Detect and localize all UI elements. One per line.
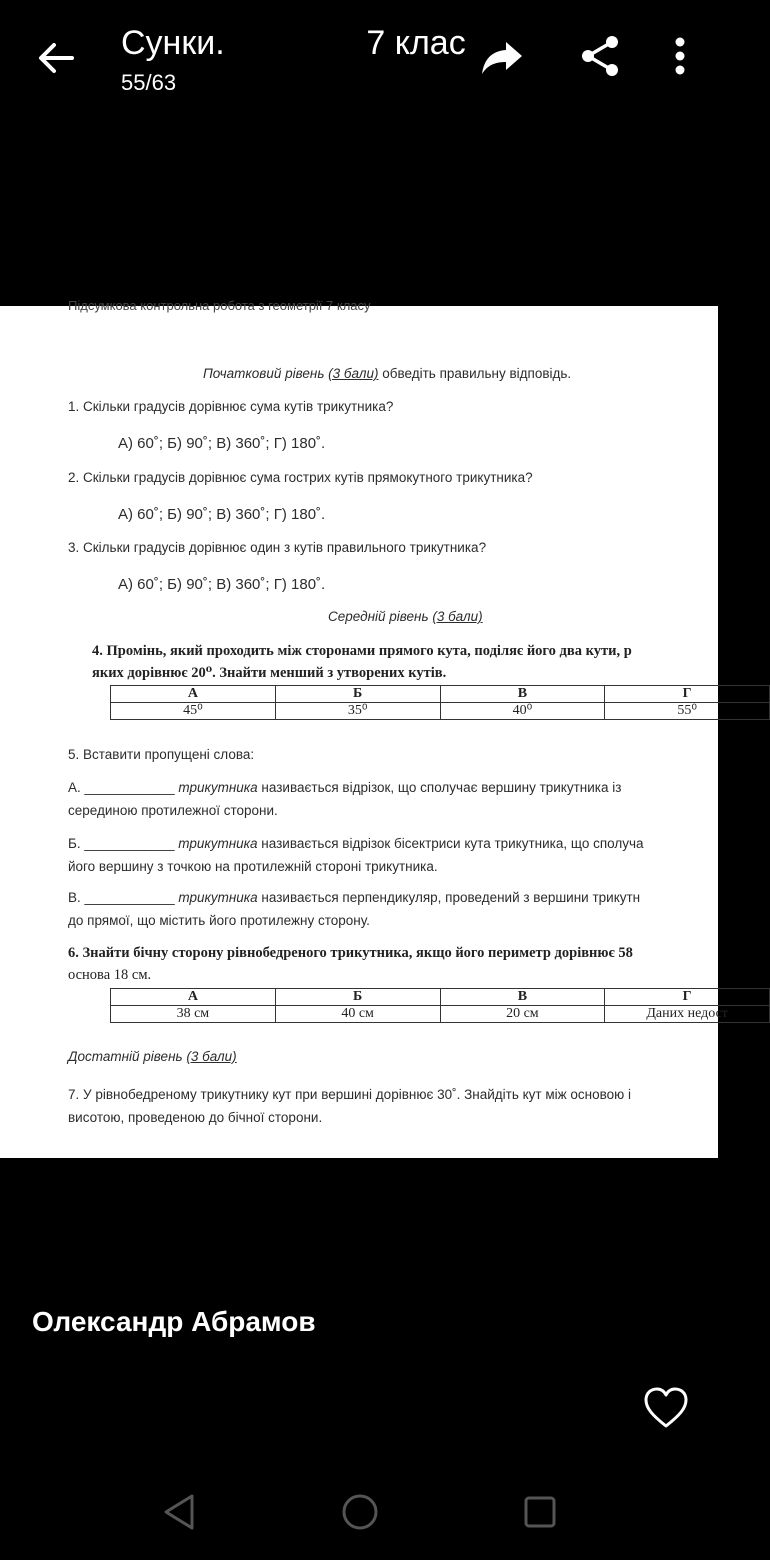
nav-back-icon[interactable] bbox=[156, 1488, 204, 1536]
question-3: 3. Скільки градусів дорівнює один з кутів правильного трикутника? bbox=[68, 540, 487, 555]
table-cell: В bbox=[440, 686, 605, 703]
document-photo[interactable] bbox=[0, 298, 728, 1158]
italic-word: трикутника bbox=[178, 890, 258, 905]
table-cell: В bbox=[440, 989, 605, 1006]
question-5-c bbox=[68, 890, 640, 905]
table-cell: 45⁰ bbox=[111, 703, 276, 720]
level-1-label: Початковий рівень bbox=[203, 366, 329, 381]
question-4-answer-table bbox=[110, 685, 770, 720]
nav-home-icon[interactable] bbox=[336, 1488, 384, 1536]
level-3-points: (3 бали) bbox=[186, 1049, 237, 1064]
question-5-a bbox=[68, 780, 621, 795]
level-2-points: (3 бали) bbox=[432, 609, 483, 624]
table-cell: 35⁰ bbox=[275, 703, 440, 720]
question-6-answer-table bbox=[110, 988, 770, 1023]
level-1-instruction: обведіть правильну відповідь. bbox=[378, 366, 572, 381]
document-header-cut: Підсумкова контрольна робота з геометрії 7 класу bbox=[68, 298, 371, 313]
level-2-heading bbox=[328, 609, 483, 624]
author-name[interactable]: Олександр Абрамов bbox=[32, 1306, 316, 1337]
table-cell: 20 см bbox=[440, 1006, 605, 1023]
table-cell: Даних недост bbox=[605, 1006, 770, 1023]
question-5-b-line-2: його вершину з точкою на протилежній стороні трикутника. bbox=[68, 859, 438, 874]
level-3-label: Достатній рівень bbox=[68, 1049, 187, 1064]
question-5-b-text: називається відрізок бісектриси кута трикутника, що сполуча bbox=[257, 836, 644, 851]
question-7-line-1: 7. У рівнобедреному трикутнику кут при вершині дорівнює 30˚. Знайдіть кут між основою і bbox=[68, 1087, 632, 1102]
table-cell: Б bbox=[275, 989, 440, 1006]
blank-a: А. ____________ bbox=[68, 780, 179, 795]
question-5-a-text: називається відрізок, що сполучає вершину трикутника із bbox=[257, 780, 622, 795]
question-5-c-text: називається перпендикуляр, проведений з вершини трикутн bbox=[257, 890, 641, 905]
table-cell: А bbox=[111, 686, 276, 703]
level-1-heading bbox=[203, 366, 571, 381]
level-1-points: (3 бали) bbox=[328, 366, 379, 381]
italic-word: трикутника bbox=[178, 780, 258, 795]
question-2: 2. Скільки градусів дорівнює сума гострих кутів прямокутного трикутника? bbox=[68, 470, 533, 485]
table-cell: 40⁰ bbox=[440, 703, 605, 720]
album-title: Сунки. 7 клас bbox=[121, 24, 466, 62]
question-2-options: А) 60˚; Б) 90˚; В) 360˚; Г) 180˚. bbox=[118, 506, 326, 523]
top-app-bar bbox=[0, 0, 720, 306]
photo-counter: 55/63 bbox=[121, 70, 177, 95]
back-arrow-icon[interactable] bbox=[32, 34, 80, 82]
table-cell: Г bbox=[605, 686, 770, 703]
more-icon[interactable] bbox=[656, 32, 704, 80]
table-cell: Г bbox=[605, 989, 770, 1006]
table-cell: 55⁰ bbox=[605, 703, 770, 720]
blank-b: Б. ____________ bbox=[68, 836, 179, 851]
question-4-line-1: 4. Промінь, який проходить між сторонами прямого кута, поділяє його два кути, р bbox=[92, 643, 632, 659]
question-6-line-2: основа 18 см. bbox=[68, 967, 152, 983]
italic-word: трикутника bbox=[178, 836, 258, 851]
question-5-c-line-2: до прямої, що містить його протилежну сторону. bbox=[68, 913, 370, 928]
question-5-a-line-2: серединою протилежної сторони. bbox=[68, 803, 278, 818]
level-2-label: Середній рівень bbox=[328, 609, 433, 624]
question-5-title: 5. Вставити пропущені слова: bbox=[68, 747, 255, 762]
question-4-line-2: яких дорівнює 20⁰. Знайти менший з утворених кутів. bbox=[92, 665, 447, 681]
nav-recent-icon[interactable] bbox=[516, 1488, 564, 1536]
question-1: 1. Скільки градусів дорівнює сума кутів трикутника? bbox=[68, 399, 394, 414]
heart-icon[interactable] bbox=[642, 1386, 690, 1430]
blank-c: В. ____________ bbox=[68, 890, 179, 905]
share-icon[interactable] bbox=[576, 32, 624, 80]
table-cell: А bbox=[111, 989, 276, 1006]
table-cell: Б bbox=[275, 686, 440, 703]
table-cell: 40 см bbox=[275, 1006, 440, 1023]
forward-icon[interactable] bbox=[478, 32, 526, 80]
question-1-options: А) 60˚; Б) 90˚; В) 360˚; Г) 180˚. bbox=[118, 435, 326, 452]
question-6-line-1: 6. Знайти бічну сторону рівнобедреного трикутника, якщо його периметр дорівнює 58 bbox=[68, 945, 633, 961]
level-3-heading bbox=[68, 1049, 237, 1064]
table-cell: 38 см bbox=[111, 1006, 276, 1023]
question-3-options: А) 60˚; Б) 90˚; В) 360˚; Г) 180˚. bbox=[118, 576, 326, 593]
question-7-line-2: висотою, проведеною до бічної сторони. bbox=[68, 1110, 323, 1125]
question-5-b bbox=[68, 836, 644, 851]
